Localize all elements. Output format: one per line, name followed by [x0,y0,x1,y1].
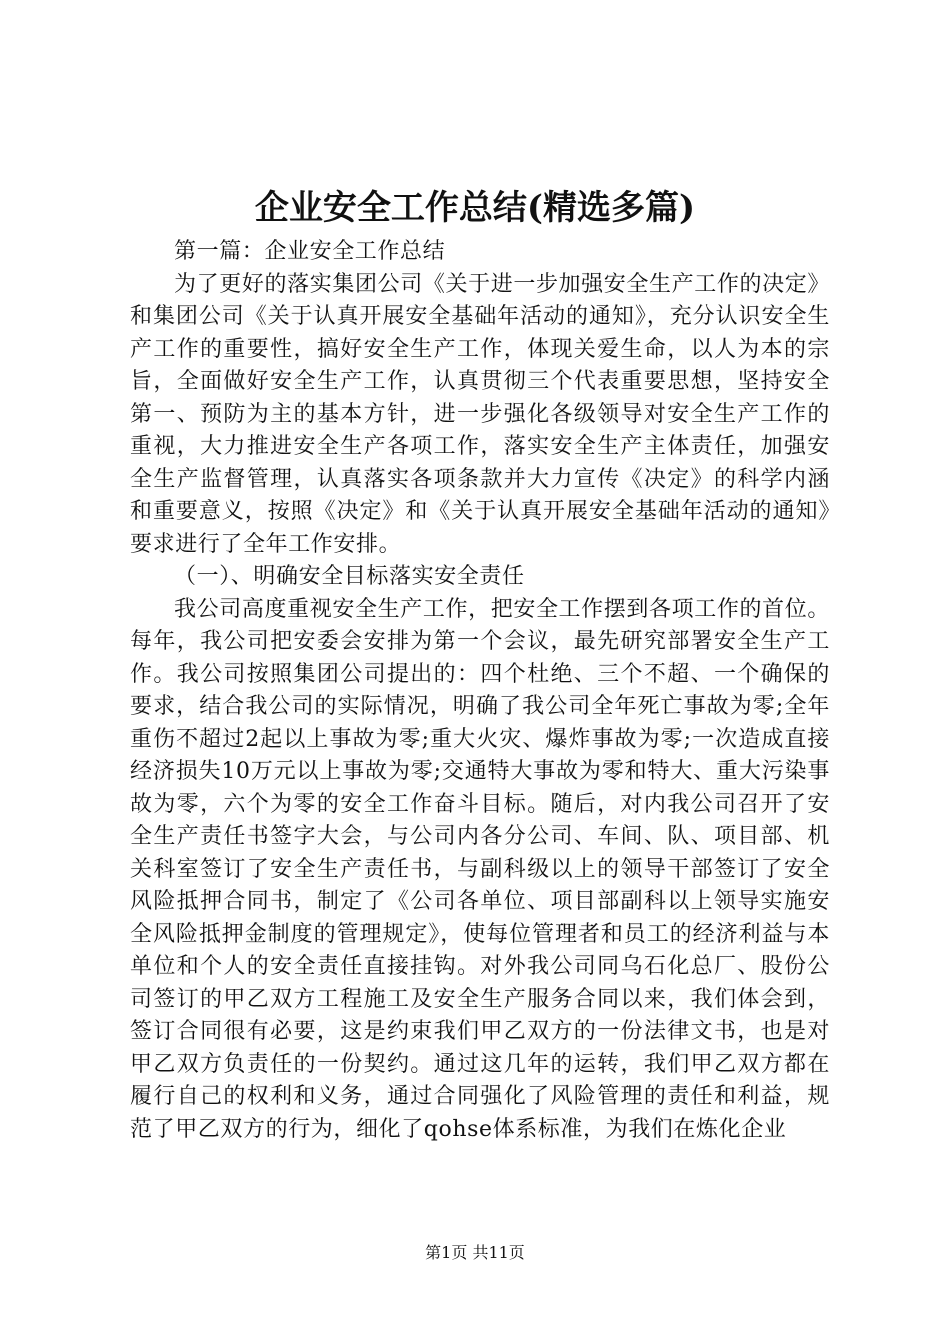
document-title: 企业安全工作总结(精选多篇) [254,188,696,228]
section-heading-2: （一）、明确安全目标落实安全责任 [174,564,525,589]
body-paragraph-2: 我公司高度重视安全生产工作，把安全工作摆到各项工作的首位。每年，我公司把安委会安排为第一个会议，最先研究部署安全生产工作。我公司按照集团公司提出的：四个杜绝、三个不超、一个确保的要求，结合我公司的实际情况，明确了我公司全年死亡事故为零;全年重伤不超过2起以上事故为零;重大火灾、爆炸事故为零;一次造成直接经济损失10万元以上事故为零;交通特大事故为零和特大、重大污染事故为零，六个为零的安全工作奋斗目标。随后，对内我公司召开了安全生产责任书签字大会，与公司内各分公司、车间、队、项目部、机关科室签订了安全生产责任书，与副科级以上的领导干部签订了安全风险抵押合同书，制定了《公司各单位、项目部副科以上领导实施安全风险抵押金制度的管理规定》，使每位管理者和员工的经济利益与本单位和个人的安全责任直接挂钩。对外我公司同乌石化总厂、股份公司签订的甲乙双方工程施工及安全生产服务合同以来，我们体会到，签订合同很有必要，这是约束我们甲乙双方的一份法律文书，也是对甲乙双方负责任的一份契约。通过这几年的运转，我们甲乙双方都在履行自己的权利和义务，通过合同强化了风险管理的责任和利益，规范了甲乙双方的行为，细化了qohse体系标准，为我们在炼化企业 [130,596,830,1142]
body-paragraph-1: 为了更好的落实集团公司《关于进一步加强安全生产工作的决定》和集团公司《关于认真开展安全基础年活动的通知》，充分认识安全生产工作的重要性，搞好安全生产工作，体现关爱生命，以人为本的宗旨，全面做好安全生产工作，认真贯彻三个代表重要思想，坚持安全第一、预防为主的基本方针，进一步强化各级领导对安全生产工作的重视，大力推进安全生产各项工作，落实安全生产主体责任，加强安全生产监督管理，认真落实各项条款并大力宣传《决定》的科学内涵和重要意义，按照《决定》和《关于认真开展安全基础年活动的通知》要求进行了全年工作安排。 [130,271,830,557]
section-heading-1: 第一篇：企业安全工作总结 [174,239,446,264]
page-footer: 第1页 共11页 [425,1243,525,1262]
document-body [130,236,830,1146]
